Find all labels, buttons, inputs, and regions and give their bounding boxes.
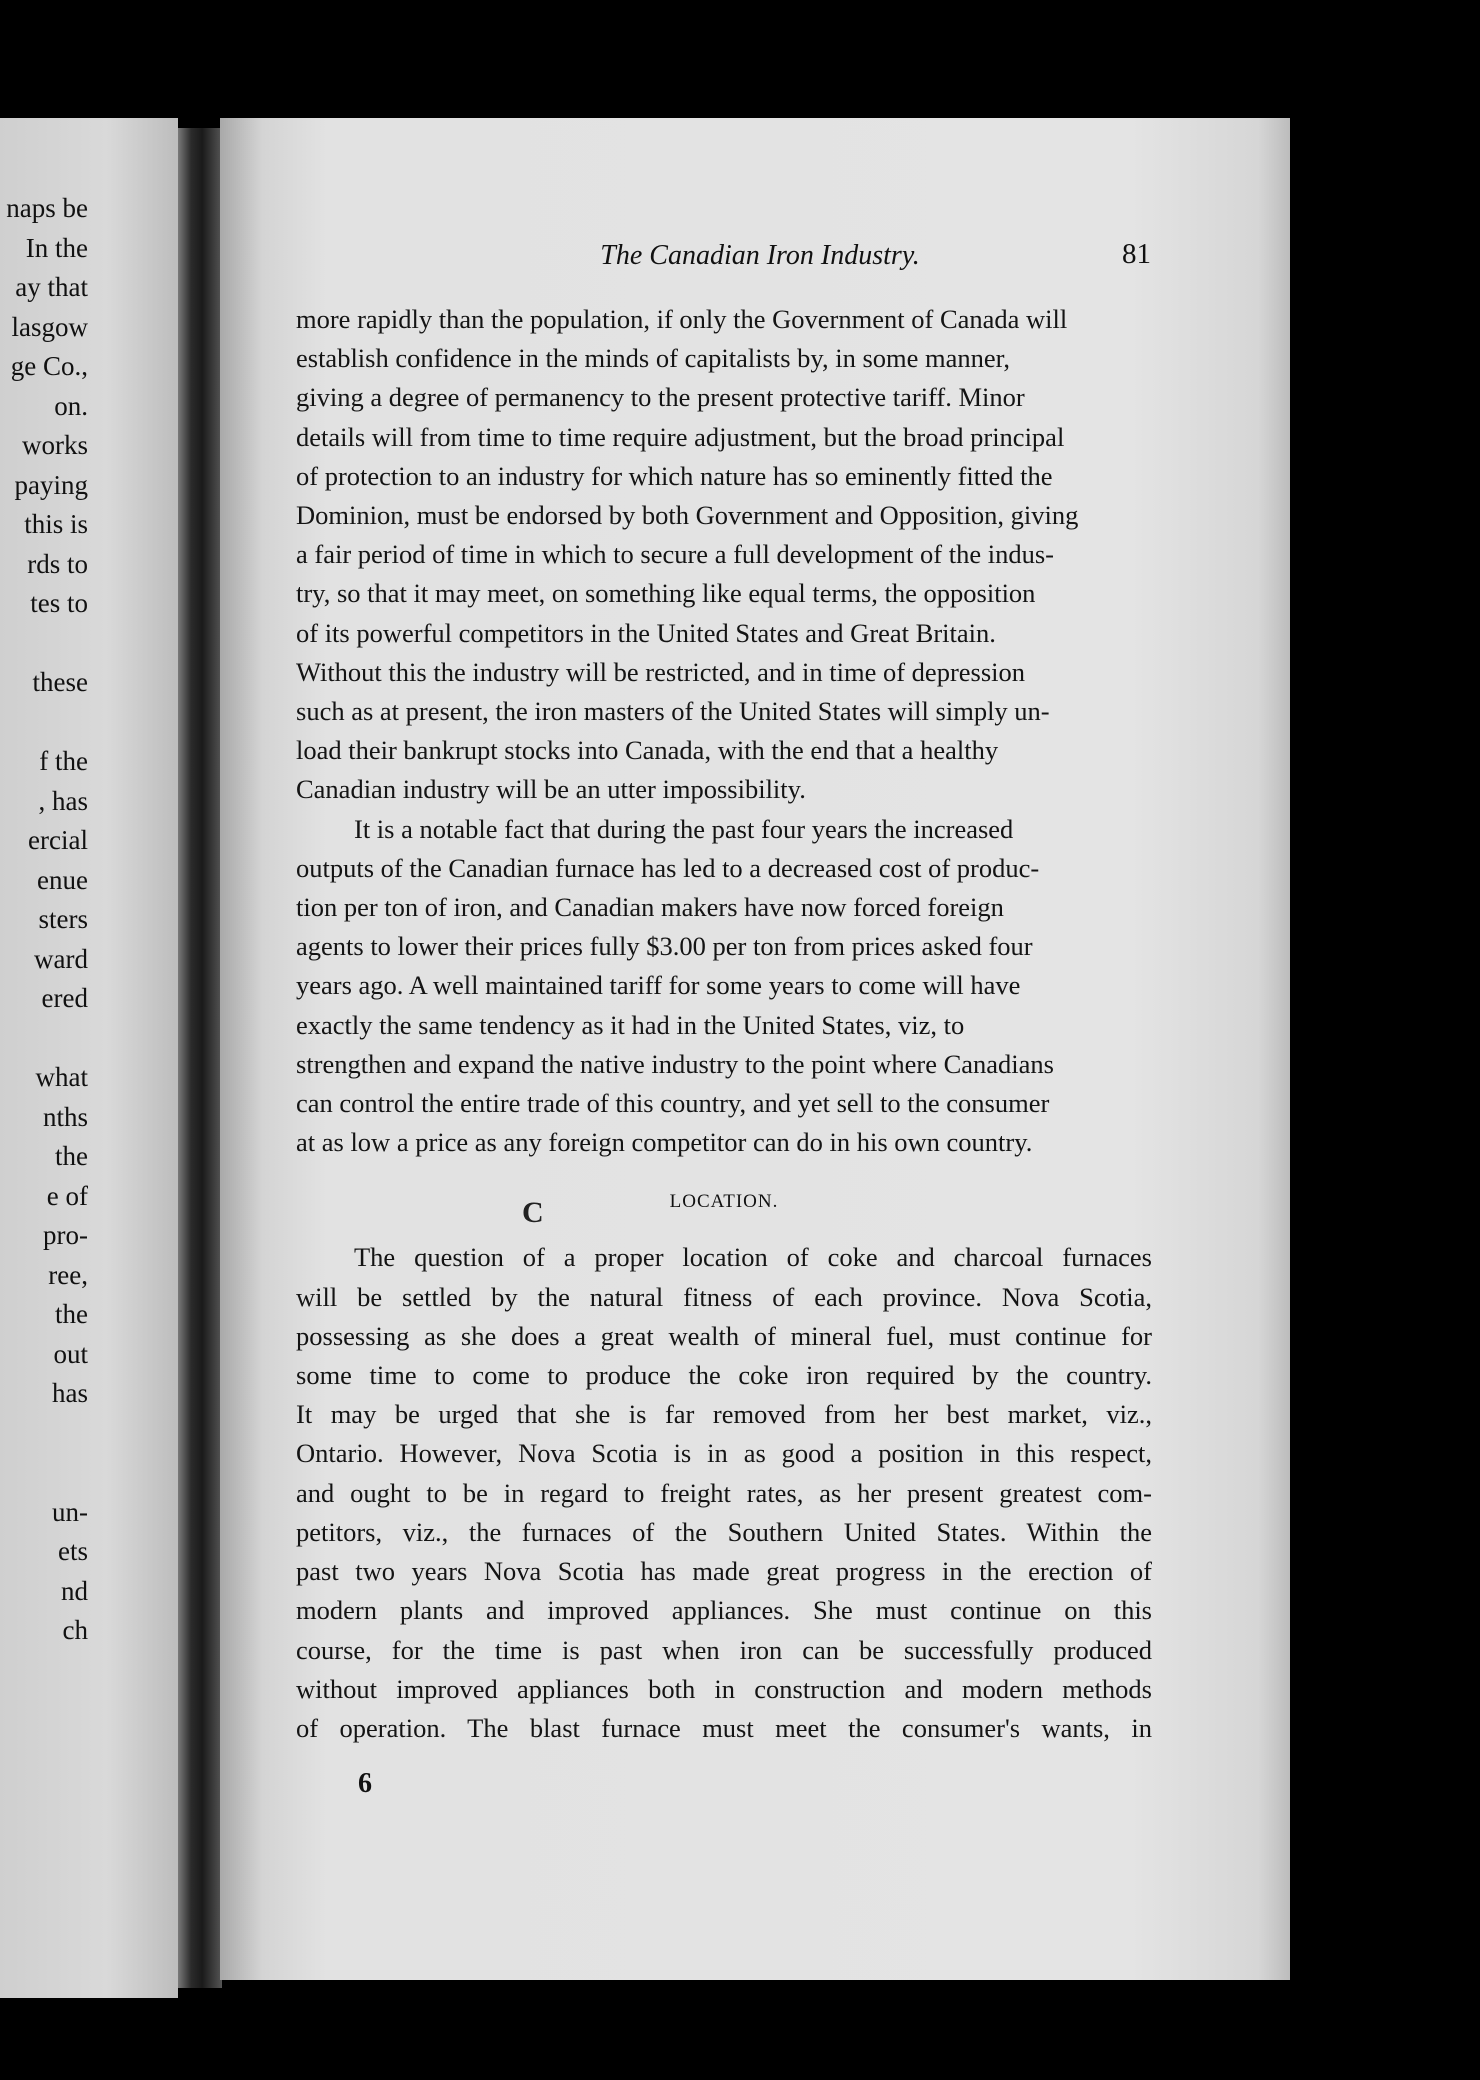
left-page-fragment: enue	[37, 864, 88, 895]
text-line: of operation. The blast furnace must meet the consumer's wants, in	[296, 1712, 1152, 1743]
left-page-fragment: paying	[14, 469, 88, 500]
text-line: of its powerful competitors in the United States and Great Britain.	[296, 617, 996, 648]
left-facing-page	[0, 118, 178, 1998]
left-page-fragment: ge Co.,	[10, 351, 88, 381]
text-line: strengthen and expand the native industry to the point where Canadians	[296, 1048, 1054, 1079]
left-page-fragment: nths	[42, 1101, 88, 1132]
text-line: details will from time to time require adjustment, but the broad principal	[296, 421, 1065, 452]
page-number: 81	[1122, 238, 1151, 270]
left-page-fragment: ets	[58, 1536, 88, 1566]
section-heading: LOCATION.	[669, 1191, 779, 1213]
text-line: can control the entire trade of this country, and yet sell to the consumer	[296, 1088, 1050, 1119]
margin-mark: C	[522, 1196, 544, 1229]
left-page-fragment: naps be	[6, 193, 88, 223]
left-page-fragment: ree,	[48, 1259, 88, 1290]
left-page-fragment: ay that	[15, 272, 88, 302]
text-line: and ought to be in regard to freight rates, as her present greatest com-	[296, 1477, 1152, 1508]
left-page-fragment: this is	[24, 509, 88, 539]
text-line: outputs of the Canadian furnace has led to a decreased cost of produc-	[296, 852, 1040, 883]
text-line: exactly the same tendency as it had in the United States, viz, to	[296, 1009, 965, 1040]
left-page-fragment: lasgow	[11, 311, 88, 342]
left-page-fragment: the	[55, 1141, 88, 1171]
text-line: The question of a proper location of coke and charcoal furnaces	[354, 1242, 1152, 1273]
text-line: years ago. A well maintained tariff for some years to come will have	[296, 970, 1021, 1001]
text-line: at as low a price as any foreign competitor can do in his own country.	[296, 1127, 1033, 1158]
text-line: will be settled by the natural fitness of each province. Nova Scotia,	[296, 1281, 1152, 1312]
main-page	[220, 118, 1290, 1980]
text-line: without improved appliances both in construction and modern methods	[296, 1673, 1152, 1704]
left-page-fragment: rds to	[27, 548, 88, 579]
left-page-fragment: pro-	[43, 1220, 88, 1250]
left-page-fragment: ercial	[28, 825, 88, 855]
left-page-fragment: ered	[41, 983, 88, 1013]
paragraph-3	[296, 1238, 1152, 1748]
left-page-fragment: e of	[46, 1180, 88, 1211]
text-line: more rapidly than the population, if only the Government of Canada will	[296, 304, 1068, 334]
body-text	[296, 300, 1152, 1748]
left-page-fragment: f the	[39, 746, 88, 776]
text-line: tion per ton of iron, and Canadian makers have now forced foreign	[296, 892, 1004, 923]
left-page-fragment: the	[55, 1299, 88, 1329]
left-page-fragment: sters	[38, 904, 88, 934]
paragraph-2	[296, 810, 1152, 1163]
text-line: past two years Nova Scotia has made great progress in the erection of	[296, 1556, 1152, 1587]
left-page-fragment: what	[35, 1062, 88, 1092]
left-page-fragment: un-	[52, 1496, 88, 1527]
left-page-fragment: ch	[62, 1615, 88, 1645]
left-page-fragment: works	[22, 430, 88, 460]
text-line: establish confidence in the minds of capitalists by, in some manner,	[296, 343, 1011, 374]
left-page-fragment: , has	[38, 785, 88, 816]
signature-mark: 6	[358, 1768, 372, 1799]
paragraph-1	[296, 300, 1152, 810]
text-line: Ontario. However, Nova Scotia is in as good a position in this respect,	[296, 1438, 1152, 1469]
running-title: The Canadian Iron Industry.	[600, 240, 920, 271]
text-line: Dominion, must be endorsed by both Government and Opposition, giving	[296, 500, 1079, 531]
left-page-fragment: on.	[54, 390, 88, 421]
text-line: Without this the industry will be restricted, and in time of depression	[296, 656, 1026, 687]
left-page-fragment: has	[52, 1378, 88, 1408]
text-line: course, for the time is past when iron can be successfully produced	[296, 1634, 1152, 1665]
text-line: a fair period of time in which to secure a full development of the indus-	[296, 539, 1054, 570]
left-page-fragment: these	[32, 667, 88, 697]
left-page-fragment: nd	[61, 1575, 88, 1606]
left-page-fragment: In the	[25, 232, 88, 263]
text-line: petitors, viz., the furnaces of the Southern United States. Within the	[296, 1516, 1152, 1547]
left-page-fragment: ward	[34, 943, 88, 974]
book-gutter	[178, 128, 222, 1988]
text-line: try, so that it may meet, on something like equal terms, the opposition	[296, 578, 1036, 609]
text-line: modern plants and improved appliances. She must continue on this	[296, 1595, 1152, 1626]
text-line: some time to come to produce the coke iron required by the country.	[296, 1360, 1152, 1391]
text-line: giving a degree of permanency to the present protective tariff. Minor	[296, 382, 1025, 413]
left-page-fragment: out	[53, 1338, 88, 1369]
text-line: agents to lower their prices fully $3.00 per ton from prices asked four	[296, 931, 1033, 962]
text-line: Canadian industry will be an utter impossibility.	[296, 774, 806, 805]
text-line: such as at present, the iron masters of the United States will simply un-	[296, 696, 1050, 727]
text-line: of protection to an industry for which nature has so eminently fitted the	[296, 460, 1053, 491]
text-line: possessing as she does a great wealth of mineral fuel, must continue for	[296, 1320, 1152, 1351]
left-page-fragment: tes to	[30, 588, 88, 618]
text-line: It may be urged that she is far removed from her best market, viz.,	[296, 1399, 1152, 1430]
text-line: It is a notable fact that during the past four years the increased	[354, 813, 1014, 844]
text-line: load their bankrupt stocks into Canada, with the end that a healthy	[296, 735, 999, 766]
